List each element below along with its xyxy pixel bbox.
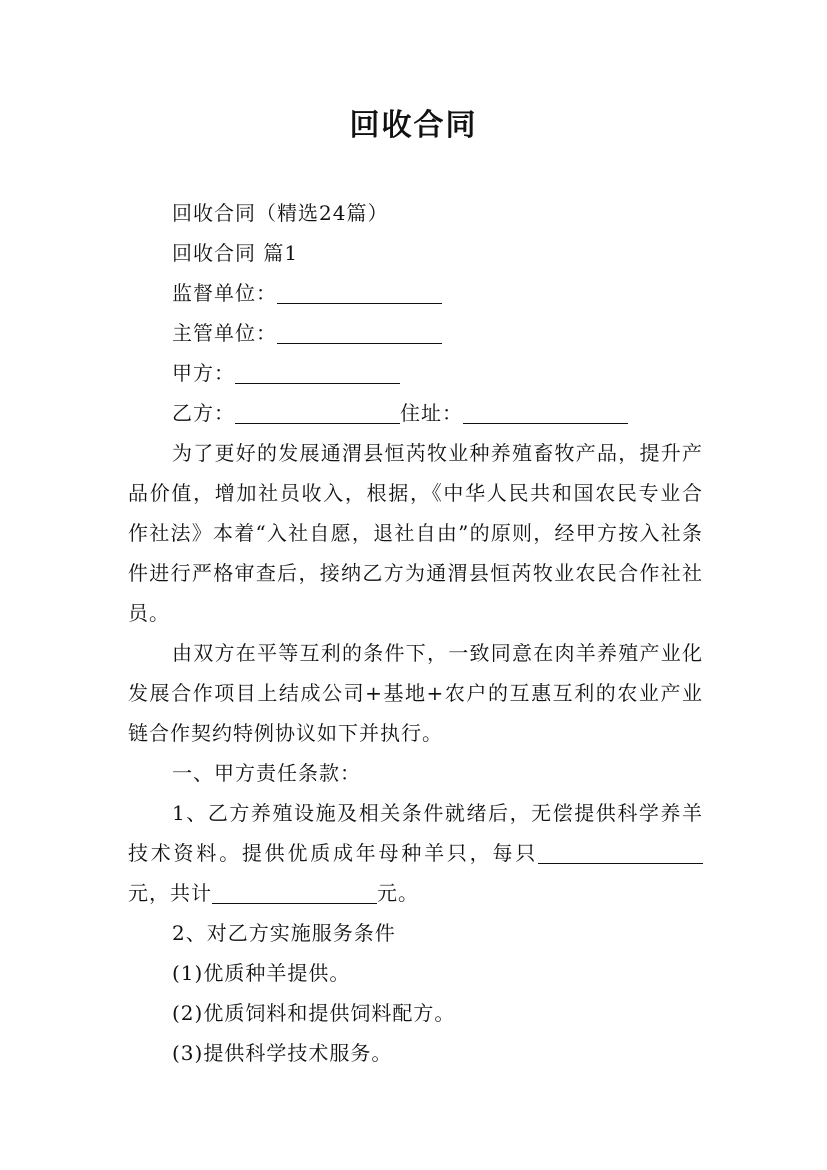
clause-1-text-c: 元。	[377, 881, 419, 905]
heading-party-a-duties: 一、甲方责任条款：	[172, 761, 361, 785]
manager-label: 主管单位：	[172, 321, 277, 345]
supervisor-blank	[277, 279, 442, 304]
paragraph-1: 为了更好的发展通渭县恒芮牧业种养殖畜牧产品，提升产品价值，增加社员收入，根据，《中华人民共和国农民专业合作社法》本着“入社自愿，退社自由”的原则，经甲方按入社条件进行严格审查后，接纳乙方为通渭县恒芮牧业农民合作社社员。	[128, 441, 703, 625]
subtitle: 回收合同（精选24篇）	[172, 201, 389, 225]
party-b-row	[128, 393, 703, 433]
clause-2: 2、对乙方实施服务条件	[172, 921, 396, 945]
party-b-blank	[235, 399, 400, 424]
party-b-label: 乙方：	[172, 401, 235, 425]
list-item: (3)提供科学技术服务。	[172, 1041, 393, 1065]
party-a-label: 甲方：	[172, 361, 235, 385]
clause-1	[128, 793, 703, 913]
party-a-blank	[235, 359, 400, 384]
party-a-row	[128, 353, 703, 393]
total-blank	[212, 879, 377, 904]
address-blank	[463, 399, 628, 424]
address-label: 住址：	[400, 401, 463, 425]
list-item: (2)优质饲料和提供饲料配方。	[172, 1001, 456, 1025]
section-heading: 回收合同 篇1	[172, 241, 299, 265]
list-item: (1)优质种羊提供。	[172, 961, 351, 985]
supervisor-label: 监督单位：	[172, 281, 277, 305]
clause-1-text-a: 1、乙方养殖设施及相关条件就绪后，无偿提供科学养羊技术资料。提供优质成年母种羊只，每只	[128, 801, 703, 865]
clause-1-text-b: 元，共计	[128, 881, 212, 905]
manager-row	[128, 313, 703, 353]
manager-blank	[277, 319, 442, 344]
document-title: 回收合同	[349, 108, 478, 143]
document-body	[128, 193, 703, 1073]
supervisor-row	[128, 273, 703, 313]
price-blank	[538, 839, 703, 864]
paragraph-2: 由双方在平等互利的条件下，一致同意在肉羊养殖产业化发展合作项目上结成公司+基地+农户的互惠互利的农业产业链合作契约特例协议如下并执行。	[128, 641, 703, 745]
